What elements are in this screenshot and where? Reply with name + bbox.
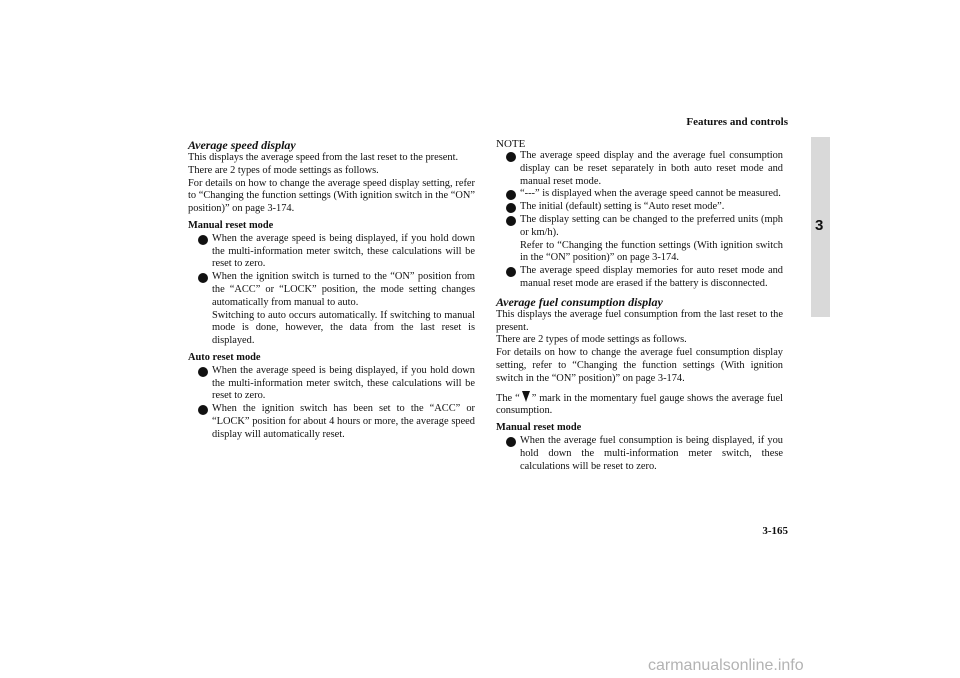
list-item: When the ignition switch is turned to the “ON” position from the “ACC” or “LOCK” position, the mode setting changes automatically from manual to auto. Switching to auto occurs automatically. If switching to manual mode is done, however, the data from the last reset is displayed.	[198, 271, 475, 348]
intro-paragraph: There are 2 types of mode settings as follows.	[188, 164, 379, 176]
bullet-icon	[198, 367, 208, 377]
note-item: The display setting can be changed to the preferred units (mph or km/h). Refer to “Changing the function settings (With ignition switch in the “ON” position)” on page 3-174.	[506, 214, 783, 265]
list-item: When the average fuel consumption is being displayed, if you hold down the multi-information meter switch, these calculations will be reset to zero.	[506, 435, 783, 473]
intro-paragraph: This displays the average speed from the last reset to the present.	[188, 152, 459, 163]
note-list	[496, 150, 783, 291]
list-item: When the average speed is being displayed, if you hold down the multi-information meter switch, these calculations will be reset to zero.	[198, 365, 475, 403]
manual-reset-heading: Manual reset mode	[188, 219, 274, 231]
bullet-icon	[198, 235, 208, 245]
watermark-text: carmanualsonline.info	[648, 657, 804, 674]
manual-reset-heading: Manual reset mode	[496, 422, 582, 434]
section-heading-average-speed: Average speed display	[188, 138, 296, 152]
bullet-icon	[198, 273, 208, 283]
intro-paragraph: For details on how to change the average speed display setting, refer to “Changing the function settings (With ignition switch in the “ON” position)” on page 3-174.	[188, 177, 475, 215]
bullet-icon	[506, 216, 516, 226]
bullet-icon	[506, 190, 516, 200]
intro-paragraph: This displays the average fuel consumption from the last reset to the present.	[496, 308, 783, 333]
running-header: Features and controls	[686, 116, 788, 128]
page-number: 3-165	[762, 525, 788, 537]
bullet-icon	[198, 405, 208, 415]
fuel-mark-paragraph: The “ ” mark in the momentary fuel gauge shows the average fuel consumption.	[496, 390, 783, 419]
fuel-gauge-mark-icon	[521, 390, 531, 403]
note-item: The average speed display and the average fuel consumption display can be reset separately in both auto reset mode and manual reset mode.	[506, 150, 783, 188]
note-item-extra: Refer to “Changing the function settings (With ignition switch in the “ON” position)” on page 3-174.	[520, 239, 783, 264]
auto-reset-list	[188, 365, 475, 442]
list-item: When the average speed is being displayed, if you hold down the multi-information meter switch, these calculations will be reset to zero.	[198, 233, 475, 271]
intro-paragraph: For details on how to change the average fuel consumption display setting, refer to “Changing the function settings (With ignition switch in the “ON” position)” on page 3-174.	[496, 347, 783, 384]
auto-reset-heading: Auto reset mode	[188, 351, 261, 363]
list-item: When the ignition switch has been set to the “ACC” or “LOCK” position for about 4 hours or more, the average speed display will automatically reset.	[198, 403, 475, 441]
left-column	[188, 138, 475, 442]
intro-paragraph: There are 2 types of mode settings as follows.	[496, 334, 687, 346]
chapter-number: 3	[815, 217, 824, 234]
note-item: “---” is displayed when the average speed cannot be measured.	[506, 188, 783, 201]
bullet-icon	[506, 437, 516, 447]
note-item: The initial (default) setting is “Auto reset mode”.	[506, 201, 783, 214]
right-column	[496, 138, 783, 473]
note-label: NOTE	[496, 138, 526, 150]
manual-reset-list	[496, 435, 783, 473]
bullet-icon	[506, 152, 516, 162]
manual-reset-list	[188, 233, 475, 348]
bullet-icon	[506, 203, 516, 213]
section-heading-average-fuel: Average fuel consumption display	[496, 294, 663, 309]
list-item-extra: Switching to auto occurs automatically. If switching to manual mode is done, however, the data from the last reset is displayed.	[212, 309, 475, 347]
note-item: The average speed display memories for auto reset mode and manual reset mode are erased if the battery is disconnected.	[506, 265, 783, 291]
bullet-icon	[506, 267, 516, 277]
